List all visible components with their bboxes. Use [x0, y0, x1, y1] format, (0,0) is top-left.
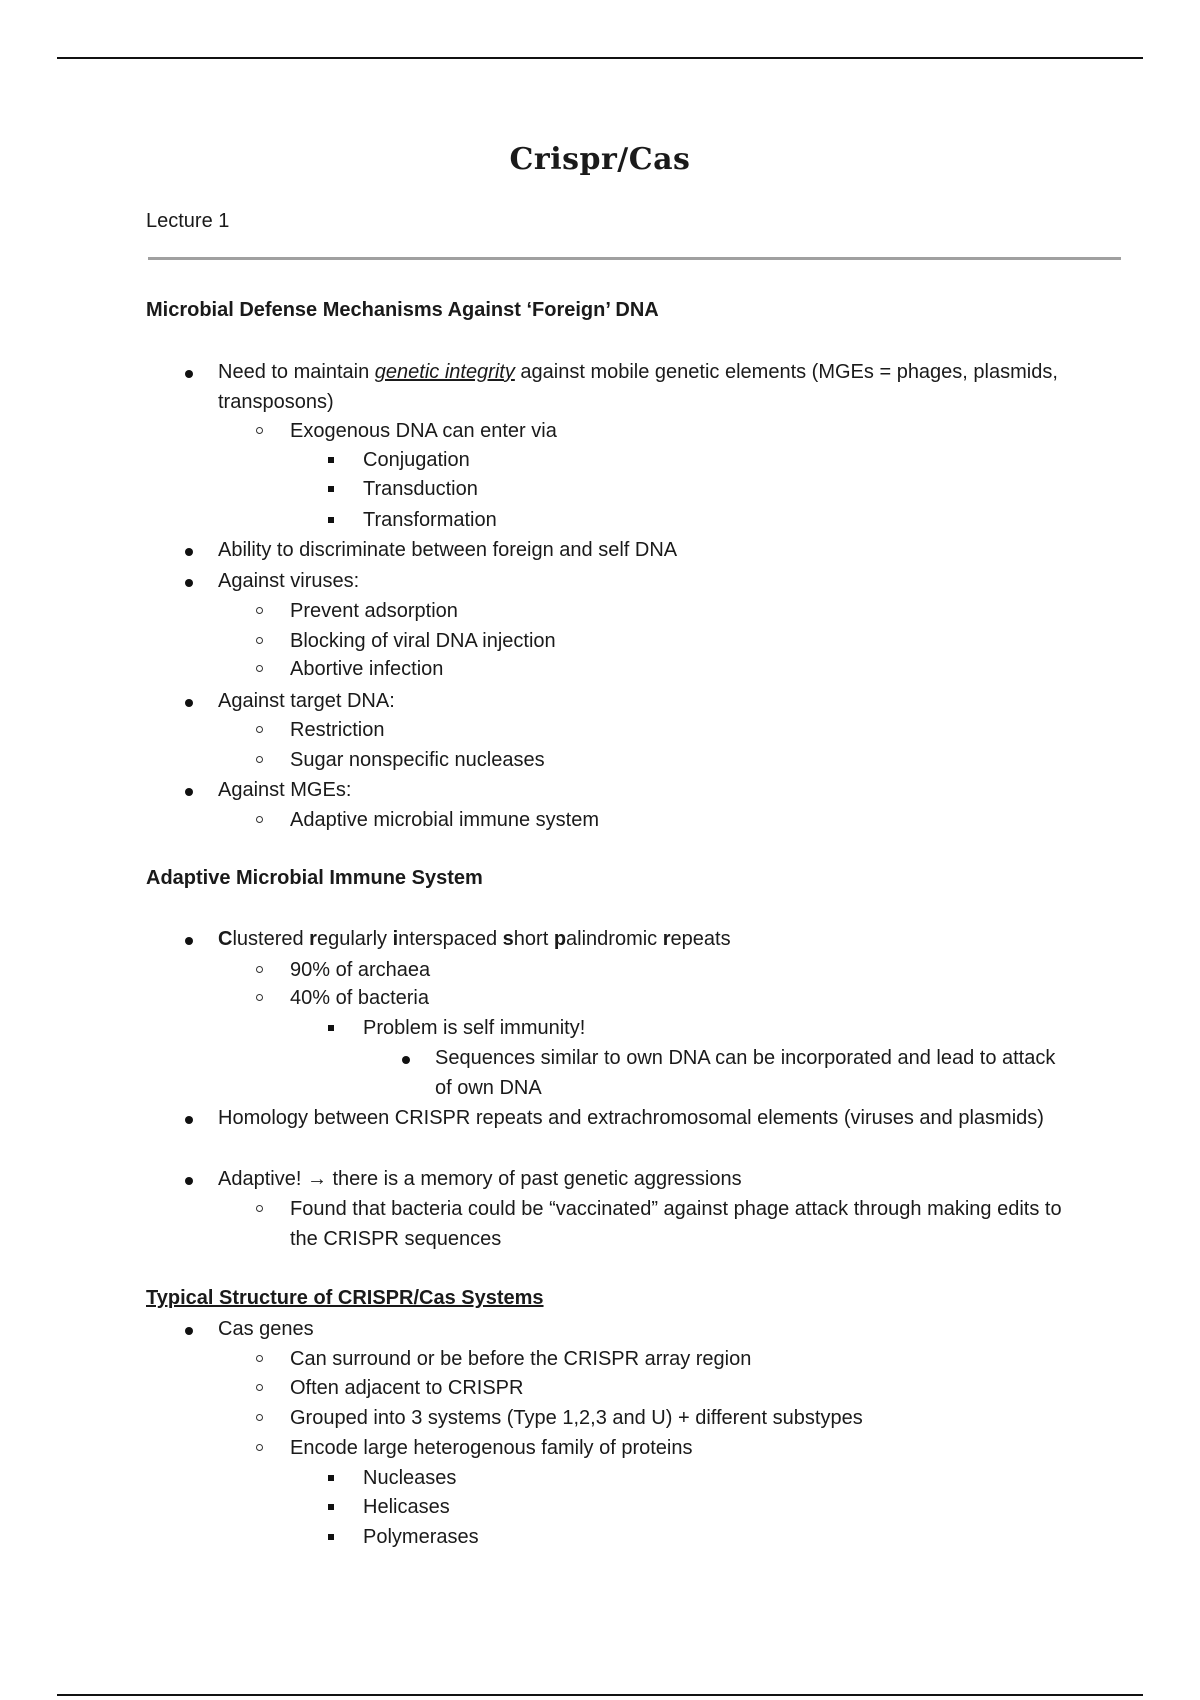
list-item: Clustered regularly interspaced short palindromic repeats [218, 924, 1088, 954]
circle-bullet-icon [256, 966, 263, 973]
list-item: Ability to discriminate between foreign and self DNA [218, 535, 1088, 565]
title-separator [148, 257, 1121, 260]
list-item: Abortive infection [290, 654, 1090, 684]
list-item: Conjugation [363, 445, 1093, 475]
circle-bullet-icon [256, 726, 263, 733]
section-heading: Typical Structure of CRISPR/Cas Systems [146, 1287, 544, 1309]
list-item: Problem is self immunity! [363, 1013, 1093, 1043]
list-item: Blocking of viral DNA injection [290, 626, 1090, 656]
list-item: Transduction [363, 474, 1093, 504]
circle-bullet-icon [256, 427, 263, 434]
list-item: Homology between CRISPR repeats and extrachromosomal elements (viruses and plasmids) [218, 1103, 1088, 1133]
lecture-label: Lecture 1 [146, 210, 230, 232]
circle-bullet-icon [256, 1414, 263, 1421]
list-item: Often adjacent to CRISPR [290, 1373, 1090, 1403]
bullet-icon [185, 1327, 193, 1335]
circle-bullet-icon [256, 637, 263, 644]
list-item: Helicases [363, 1492, 1093, 1522]
square-bullet-icon [328, 486, 334, 492]
list-item: 40% of bacteria [290, 983, 1090, 1013]
square-bullet-icon [328, 1025, 334, 1031]
circle-bullet-icon [256, 607, 263, 614]
bullet-icon [185, 1116, 193, 1124]
circle-bullet-icon [256, 1205, 263, 1212]
page-title: Crispr/Cas [509, 142, 691, 177]
circle-bullet-icon [256, 756, 263, 763]
list-item: Against MGEs: [218, 775, 1088, 805]
list-item: Encode large heterogenous family of proteins [290, 1433, 1090, 1463]
bullet-icon [185, 788, 193, 796]
list-item: Transformation [363, 505, 1093, 535]
bullet-icon [185, 579, 193, 587]
circle-bullet-icon [256, 816, 263, 823]
top-rule [57, 57, 1143, 59]
bullet-icon [185, 1177, 193, 1185]
list-item: Need to maintain genetic integrity against mobile genetic elements (MGEs = phages, plasmids, transposons) [218, 357, 1088, 417]
circle-bullet-icon [256, 1444, 263, 1451]
list-item: Sequences similar to own DNA can be incorporated and lead to attack of own DNA [435, 1043, 1075, 1103]
list-item: Prevent adsorption [290, 596, 1090, 626]
square-bullet-icon [328, 1504, 334, 1510]
list-item: Against viruses: [218, 566, 1088, 596]
circle-bullet-icon [256, 994, 263, 1001]
list-item: Nucleases [363, 1463, 1093, 1493]
list-item: Found that bacteria could be “vaccinated” against phage attack through making edits to the CRISPR sequences [290, 1194, 1090, 1254]
bullet-icon [185, 370, 193, 378]
section-heading: Microbial Defense Mechanisms Against ‘Foreign’ DNA [146, 299, 659, 321]
list-item: Against target DNA: [218, 686, 1088, 716]
list-item: Polymerases [363, 1522, 1093, 1552]
list-item: Grouped into 3 systems (Type 1,2,3 and U) + different substypes [290, 1403, 1090, 1433]
circle-bullet-icon [256, 665, 263, 672]
list-item: Adaptive! → there is a memory of past genetic aggressions [218, 1164, 1088, 1194]
square-bullet-icon [328, 1475, 334, 1481]
list-item: Adaptive microbial immune system [290, 805, 1090, 835]
list-item: Sugar nonspecific nucleases [290, 745, 1090, 775]
square-bullet-icon [328, 457, 334, 463]
square-bullet-icon [328, 517, 334, 523]
circle-bullet-icon [256, 1384, 263, 1391]
list-item: Exogenous DNA can enter via [290, 416, 1090, 446]
bullet-icon [185, 699, 193, 707]
list-item: Cas genes [218, 1314, 1088, 1344]
section-heading: Adaptive Microbial Immune System [146, 867, 483, 889]
bottom-rule [57, 1694, 1143, 1696]
bullet-icon [185, 937, 193, 945]
bullet-icon [185, 548, 193, 556]
circle-bullet-icon [256, 1355, 263, 1362]
list-item: Restriction [290, 715, 1090, 745]
list-item: Can surround or be before the CRISPR array region [290, 1344, 1090, 1374]
list-item: 90% of archaea [290, 955, 1090, 985]
square-bullet-icon [328, 1534, 334, 1540]
bullet-icon [402, 1056, 410, 1064]
